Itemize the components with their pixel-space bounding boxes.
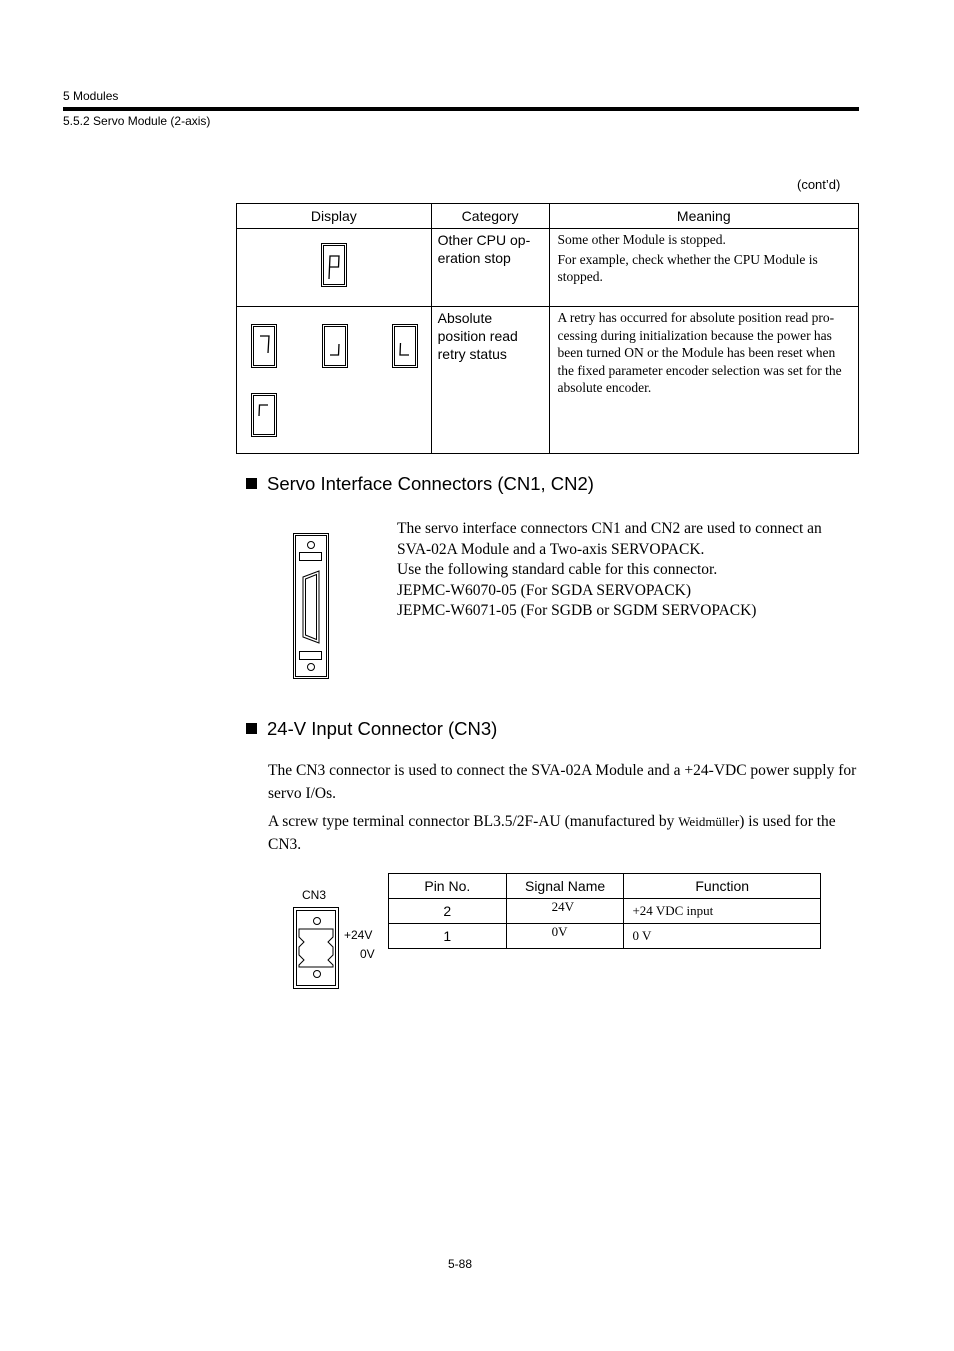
- seven-segment-f-e-d-icon: [392, 324, 418, 368]
- col-header-function: Function: [624, 874, 821, 899]
- paragraph-text: A screw type terminal connector BL3.5/2F-AU (manufactured by: [268, 813, 679, 830]
- text-line: Use the following standard cable for this connector.: [397, 561, 718, 578]
- table-row: [237, 307, 859, 454]
- pin-function: +24 VDC input: [624, 899, 821, 924]
- pin-number: 1: [389, 924, 507, 949]
- cn3-connector-label: CN3: [302, 888, 327, 902]
- section-heading-cn12: [246, 473, 594, 495]
- text-line: JEPMC-W6070-05 (For SGDA SERVOPACK): [397, 581, 692, 599]
- pin-function: 0 V: [624, 924, 821, 949]
- col-header-meaning: Meaning: [549, 204, 858, 229]
- cn12-description: [397, 519, 857, 622]
- meaning-cell: [549, 229, 858, 307]
- table-row: [237, 229, 859, 307]
- signal-name: 0V: [506, 924, 624, 949]
- pin-number: 2: [389, 899, 507, 924]
- cn3-paragraph-1: The CN3 connector is used to connect the SVA-02A Module and a +24-VDC power supply for servo I/Os.: [268, 762, 857, 802]
- page-number: 5-88: [448, 1257, 473, 1271]
- table-row: [389, 924, 821, 949]
- meaning-line: Some other Module is stopped.: [557, 232, 726, 247]
- pin-label-0v: 0V: [360, 947, 375, 961]
- square-bullet-icon: [246, 723, 257, 734]
- text-line: SVA-02A Module and a Two-axis SERVOPACK.: [397, 540, 705, 558]
- col-header-pin: Pin No.: [389, 874, 507, 899]
- meaning-cell: [549, 307, 858, 454]
- meaning-line: A retry has occurred for absolute position read pro-cessing during initialization because the power has been turned ON or the Module has been reset when the fixed parameter encoder selection was set for the absolute encoder.: [557, 310, 842, 395]
- table-row: [389, 899, 821, 924]
- category-text: Absolute position read retry status: [437, 310, 518, 362]
- col-header-display: Display: [237, 204, 432, 229]
- display-table-header: [237, 204, 859, 229]
- header-rule: [63, 107, 859, 111]
- category-cell: [431, 229, 549, 307]
- text-line: The servo interface connectors CN1 and CN2 are used to connect an: [397, 520, 822, 537]
- cn3-paragraph-2: [268, 810, 860, 856]
- meaning-line: For example, check whether the CPU Module is stopped.: [557, 251, 818, 284]
- display-table: [236, 203, 859, 454]
- seven-segment-c-d-e-icon: [322, 324, 348, 368]
- category-cell: [431, 307, 549, 454]
- text-line: JEPMC-W6071-05 (For SGDB or SGDM SERVOPACK): [397, 602, 757, 619]
- category-text: Other CPU op- eration stop: [437, 232, 531, 266]
- square-bullet-icon: [246, 478, 257, 489]
- display-cell: [237, 229, 432, 307]
- col-header-signal: Signal Name: [506, 874, 624, 899]
- section-heading-text: Servo Interface Connectors (CN1, CN2): [267, 473, 594, 494]
- seven-segment-e-g-icon: [251, 393, 277, 437]
- header-chapter: 5 Modules: [63, 89, 119, 103]
- servo-connector-icon: [293, 533, 330, 680]
- section-heading-text: 24-V Input Connector (CN3): [267, 718, 498, 739]
- terminal-connector-icon: [293, 907, 340, 990]
- col-header-category: Category: [431, 204, 549, 229]
- display-cell: [237, 307, 432, 454]
- continued-label: (cont’d): [797, 177, 841, 192]
- pin-table-header: [389, 874, 821, 899]
- section-heading-cn3: [246, 718, 497, 740]
- seven-segment-p-icon: [321, 243, 347, 287]
- paragraph-text: ) is used for the CN3.: [268, 813, 836, 853]
- pin-table: [388, 873, 821, 949]
- signal-name: 24V: [506, 899, 624, 924]
- header-section: 5.5.2 Servo Module (2-axis): [63, 114, 211, 128]
- pin-label-24v: +24V: [344, 928, 373, 942]
- seven-segment-a-b-c-icon: [251, 324, 277, 368]
- manufacturer-name: Weidmüller: [678, 814, 740, 829]
